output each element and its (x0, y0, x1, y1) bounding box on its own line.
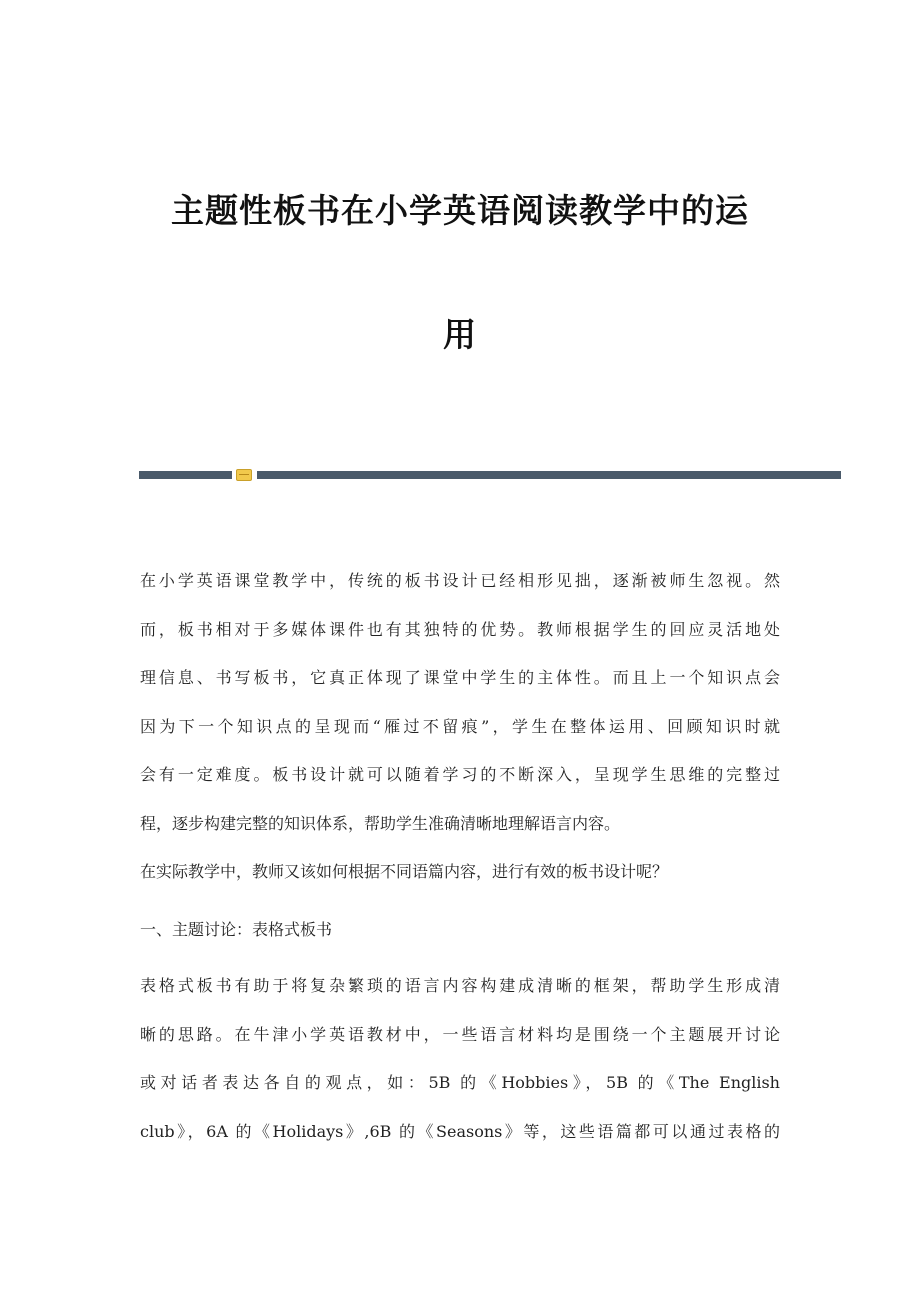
text-line: 会有一定难度。板书设计就可以随着学习的不断深入，呈现学生思维的完整过 (140, 765, 780, 784)
title-divider-right (257, 471, 841, 479)
text-line: 一、主题讨论：表格式板书 (140, 920, 333, 939)
document-title-line-1: 主题性板书在小学英语阅读教学中的运 (171, 191, 749, 230)
text-line: 因为下一个知识点的呈现而“雁过不留痕”，学生在整体运用、回顾知识时就 (140, 716, 780, 736)
text-line: 在实际教学中，教师又该如何根据不同语篇内容，进行有效的板书设计呢？ (140, 862, 669, 881)
text-line: 而，板书相对于多媒体课件也有其独特的优势。教师根据学生的回应灵活地处 (140, 619, 780, 639)
text-line: club》，6A 的《Holidays》,6B 的《Seasons》等，这些语篇都可以通过表格的 (140, 1121, 780, 1141)
text-line: 程，逐步构建完整的知识体系，帮助学生准确清晰地理解语言内容。 (140, 813, 621, 833)
text-line: 晰的思路。在牛津小学英语教材中，一些语言材料均是围绕一个主题展开讨论 (140, 1024, 780, 1044)
text-line: 在小学英语课堂教学中，传统的板书设计已经相形见拙，逐渐被师生忽视。然 (140, 571, 780, 590)
text-line: 或对话者表达各自的观点，如：5B 的《Hobbies》，5B 的《The English (140, 1073, 780, 1092)
title-divider-left (139, 471, 232, 479)
envelope-icon (236, 469, 252, 481)
text-line: 表格式板书有助于将复杂繁琐的语言内容构建成清晰的框架，帮助学生形成清 (140, 976, 780, 995)
section-heading (140, 906, 780, 955)
text-line: 理信息、书写板书，它真正体现了课堂中学生的主体性。而且上一个知识点会 (140, 668, 780, 687)
paragraph-table-board (140, 962, 780, 1156)
document-title-line-2: 用 (443, 315, 477, 354)
paragraph-intro (140, 557, 780, 848)
paragraph-question (140, 848, 780, 897)
